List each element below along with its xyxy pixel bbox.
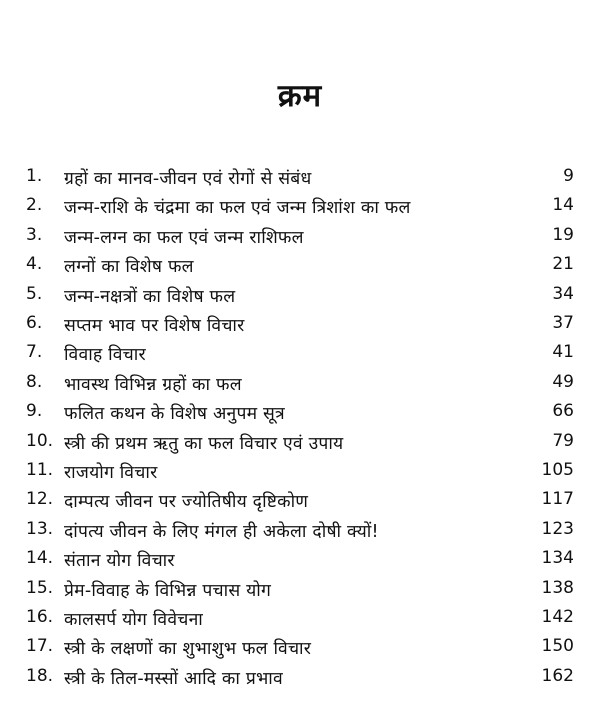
- toc-row-page: 142: [541, 607, 574, 627]
- toc-row-number: 16.: [26, 607, 54, 627]
- toc-row-page: 138: [541, 577, 574, 598]
- toc-row-title: संतान योग विचार: [64, 551, 175, 572]
- toc-row-number: 4.: [26, 254, 43, 275]
- toc-row-page: 14: [552, 195, 574, 216]
- toc-row: [0, 342, 600, 370]
- toc-row-number: 7.: [26, 342, 43, 363]
- toc-row-number: 8.: [26, 371, 43, 392]
- toc-row-number: 14.: [26, 548, 54, 569]
- toc-row-title: प्रेम-विवाह के विभिन्न पचास योग: [64, 580, 272, 601]
- toc-row: [0, 489, 600, 517]
- toc-row-title: स्त्री के लक्षणों का शुभाशुभ फल विचार: [64, 639, 312, 660]
- toc-row-page: 19: [552, 224, 574, 245]
- toc-row-title: दाम्पत्य जीवन पर ज्योतिषीय दृष्टिकोण: [64, 492, 309, 513]
- toc-row-page: 134: [541, 548, 574, 569]
- toc-row-title: राजयोग विचार: [64, 463, 158, 483]
- toc-row-page: 9: [563, 166, 574, 186]
- toc-row-title: स्त्री के तिल-मस्सों आदि का प्रभाव: [64, 668, 283, 689]
- toc-row-title: दांपत्य जीवन के लिए मंगल ही अकेला दोषी क्यों!: [64, 521, 379, 542]
- toc-row: [0, 548, 600, 576]
- toc-row-title: स्त्री की प्रथम ऋतु का फल विचार एवं उपाय: [64, 433, 344, 454]
- toc-row-page: 49: [552, 371, 574, 392]
- toc-row-page: 41: [552, 342, 574, 363]
- toc-row-title: जन्म-लग्न का फल एवं जन्म राशिफल: [64, 227, 304, 248]
- toc-row-number: 18.: [26, 665, 54, 686]
- toc-row-number: 10.: [26, 430, 54, 451]
- toc-row-number: 1.: [26, 166, 43, 186]
- toc-row-number: 9.: [26, 401, 43, 422]
- toc-row-title: भावस्थ विभिन्न ग्रहों का फल: [64, 374, 242, 395]
- toc-row: [0, 401, 600, 429]
- toc-row: [0, 666, 600, 694]
- toc-row-number: 13.: [26, 518, 54, 539]
- toc-row-number: 11.: [26, 460, 54, 480]
- toc-row-page: 105: [541, 460, 574, 480]
- toc-row: [0, 313, 600, 341]
- toc-row-number: 2.: [26, 195, 43, 216]
- toc-row: [0, 431, 600, 459]
- toc-row: [0, 166, 600, 194]
- toc-row-page: 162: [541, 665, 574, 686]
- toc-row-title: विवाह विचार: [64, 345, 146, 366]
- toc-row: [0, 284, 600, 312]
- toc-row-title: ग्रहों का मानव-जीवन एवं रोगों से संबंध: [64, 169, 312, 189]
- toc-row-number: 3.: [26, 224, 43, 245]
- toc-row-page: 150: [541, 636, 574, 657]
- toc-row: [0, 519, 600, 547]
- toc-row-number: 5.: [26, 283, 43, 304]
- toc-row-title: सप्तम भाव पर विशेष विचार: [64, 316, 245, 336]
- toc-row-title: लग्नों का विशेष फल: [64, 257, 194, 278]
- toc-row: [0, 460, 600, 488]
- toc-row: [0, 636, 600, 664]
- toc-row-title: फलित कथन के विशेष अनुपम सूत्र: [64, 404, 285, 425]
- toc-row-title: कालसर्प योग विवेचना: [64, 610, 204, 630]
- toc-row-number: 15.: [26, 577, 54, 598]
- toc-row-page: 21: [552, 254, 574, 275]
- toc-row-number: 12.: [26, 489, 54, 510]
- toc-row: [0, 372, 600, 400]
- toc-row-page: 123: [541, 518, 574, 539]
- toc-row: [0, 254, 600, 282]
- toc-row-page: 79: [552, 430, 574, 451]
- toc-row-title: जन्म-नक्षत्रों का विशेष फल: [64, 286, 236, 307]
- toc-row-title: जन्म-राशि के चंद्रमा का फल एवं जन्म त्रिशांश का फल: [64, 198, 411, 219]
- toc-row: [0, 578, 600, 606]
- toc-row-page: 117: [541, 489, 574, 510]
- toc-row: [0, 225, 600, 253]
- toc-row-number: 6.: [26, 313, 43, 333]
- toc-row-number: 17.: [26, 636, 54, 657]
- toc-row-page: 66: [552, 401, 574, 422]
- page-title: क्रम: [277, 78, 323, 114]
- toc-row-page: 37: [552, 313, 574, 333]
- toc-row: [0, 195, 600, 223]
- toc-row: [0, 607, 600, 635]
- toc-row-page: 34: [552, 283, 574, 304]
